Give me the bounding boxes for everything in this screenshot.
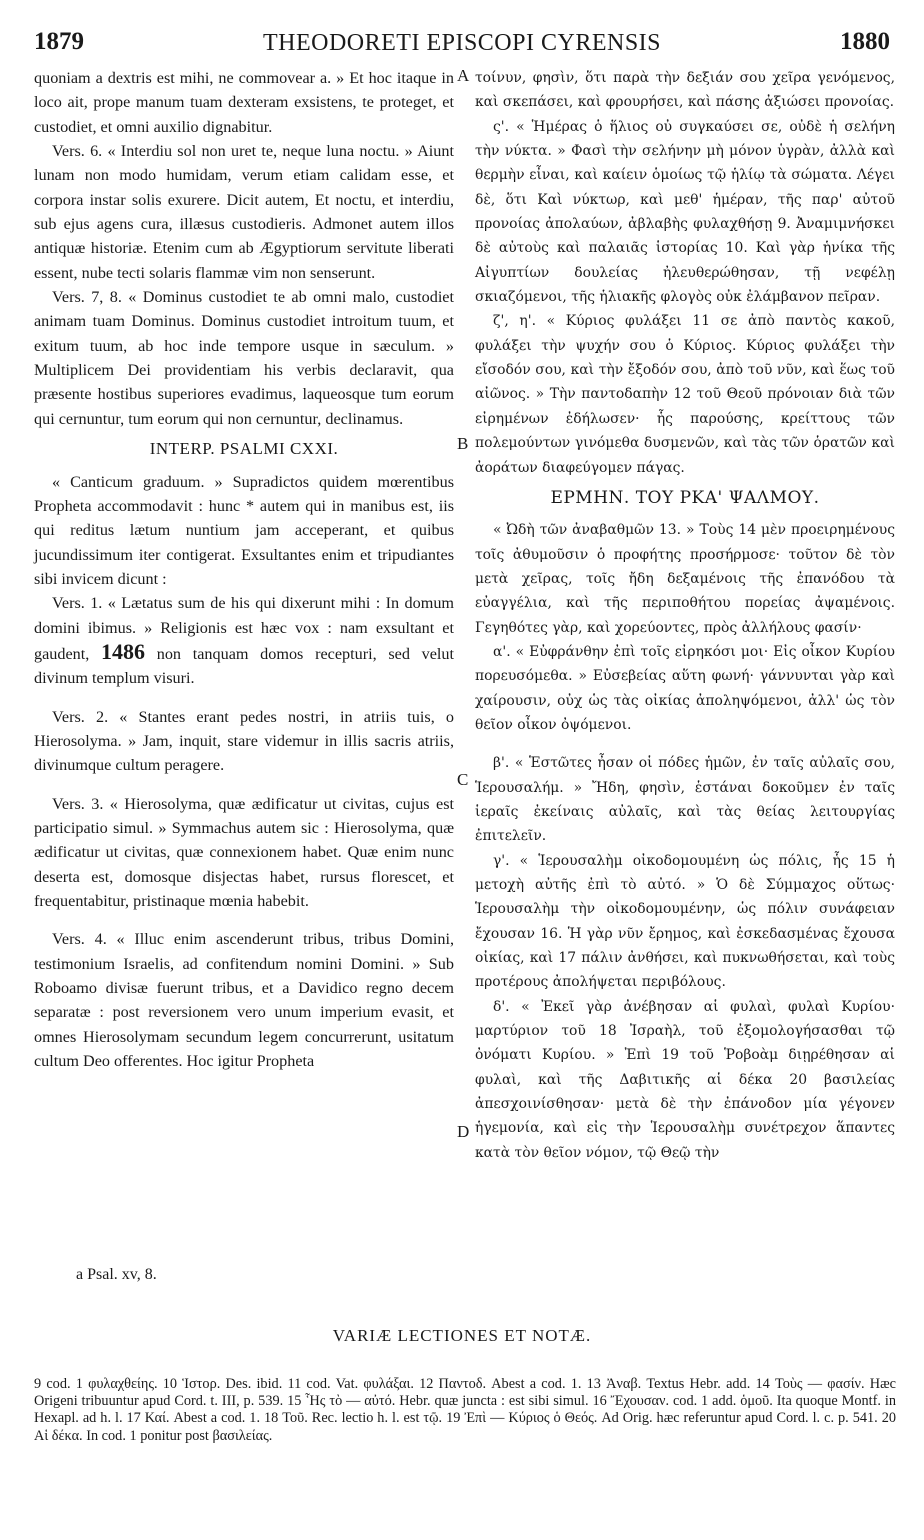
margin-marker-c: C [457,770,469,789]
variae-notes-text: 9 cod. 1 φυλαχθείης. 10 Ἱστορ. Des. ibid. 11 cod. Vat. φυλάξαι. 12 Παντοδ. Abest a cod. 1. 13 Ἀναβ. Textus Hebr. add. 14 Τοὺς — φασίν. Hæc Origeni tribuuntur apud Cord. t. III, p. 539. 15 Ἧς τὸ — αὐτό. Hebr. quæ juncta : est sibi simul. 16 Ἔχουσαν. cod. 1 add. ὁμοῦ. Ita quoque Montf. in Hexapl. ad h. l. 17 Καί. Abest a cod. 1. 18 Τοῦ. Rec. lectio h. l. est τῷ. 19 Ἐπὶ — Κύριος ὁ Θεός. Ad Orig. hæc referuntur apud Cord. l. c. p. 541. 20 Αἱ δέκα. In cod. 1 ponitur post βασιλείας. [34,1376,896,1444]
column-number-right: 1880 [840,28,890,55]
greek-verse-6: ς'. « Ἡμέρας ὁ ἥλιος οὐ συγκαύσει σε, οὐδὲ ἡ σελήνη τὴν νύκτα. » Φασὶ τὴν σελήνην μὴ μόνον ὑγρὰν, ἀλλὰ καὶ θερμὴν εἶναι, καὶ καίειν ὁμοίως τῷ ἡλίῳ τὰ σώματα. Λέγει δὲ, ὅτι Καὶ νύκτωρ, καὶ μεθ' ἡμέραν, τῆς παρ' αὐτοῦ προνοίας ἀπολαύων, ἀβλαβὴς φυλαχθήσῃ 9. Ἀναμιμνήσκει δὲ αὐτοὺς καὶ παλαιᾶς ἱστορίας 10. Καὶ γὰρ ἡνίκα τῆς Αἰγυπτίων δουλείας ἠλευθερώθησαν, τῇ νεφέλῃ σκιαζόμενοι, τῆς ἡλιακῆς φλογὸς οὐκ ἐλάμβανον πεῖραν. [475,118,895,306]
greek-column [475,66,895,1165]
greek-ode: « Ὠδὴ τῶν ἀναβαθμῶν 13. » Τοὺς 14 μὲν προειρημένους τοῖς ἀθυμοῦσιν ὁ προφήτης προσήρμοσε· τοῦτον δὲ τὸν μετὰ χεῖρας, τοῖς ἤδη δεξαμένοις τῆς ἐπανόδου τὰ εὐαγγέλια, καὶ τῆς περιποθήτου πορείας ἀψαμένοις. Γεγηθότες γὰρ, καὶ χορεύοντες, πρὸς ἀλλήλους φασίν· [475,522,895,636]
latin-verse-4: Vers. 4. « Illuc enim ascenderunt tribus, tribus Domini, testimonium Israelis, ad confitendum nomini Domini. » Sub Roboamo divisæ fuerunt tribus, et a Davidico regno decem separatæ : post reversionem vero unum imperium evasit, et omnes Hierosolymam secundum legem concurrerunt, usitatum cultum Deo offerentes. Hoc igitur Propheta [34,930,454,1071]
greek-verse-2: β'. « Ἑστῶτες ἦσαν οἱ πόδες ἡμῶν, ἐν ταῖς αὐλαῖς σου, Ἱερουσαλήμ. » Ἤδη, φησὶν, ἑστάναι δοκοῦμεν ἐν ταῖς ἱεραῖς ἐκείναις αὐλαῖς, καὶ τὰς θείας λειτουργίας ἐπιτελεῖν. [475,755,895,845]
latin-paragraph: quoniam a dextris est mihi, ne commovear a. » Et hoc itaque in loco ait, prope manum tuam dexteram exsistens, te proteget, et custodiet, et omni auxilio dignabitur. [34,69,454,136]
latin-verse-2: Vers. 2. « Stantes erant pedes nostri, in atriis tuis, o Hierosolyma. » Jam, inquit, stare videmur in illis sacris atriis, divinumque cultum peragere. [34,707,454,775]
latin-verse-3: Vers. 3. « Hierosolyma, quæ ædificatur ut civitas, cujus est participatio simul. » Symmachus autem sic : Hierosolyma, quæ ædificatur ut civitas, quæ connexionem habet. Quæ enim nunc deserta est, domosque disjectas habet, rursus florescet, et frequentabitur, pristinaque mœnia habebit. [34,794,454,910]
latin-canticum: « Canticum graduum. » Supradictos quidem mœrentibus Propheta accommodavit : hunc * autem qui in manibus est, iis qui reditus lætum nuntium jam acceperant, et quibus jucundissimum iter contigerat. Exsultantes enim et tripudiantes sibi invicem dicunt : [34,472,454,588]
migne-column-number: 1486 [101,638,146,664]
latin-verse-6: Vers. 6. « Interdiu sol non uret te, neque luna noctu. » Aiunt lunam non modo humidam, verum etiam calidam esse, et corpora instar solis exurere. Dicit autem, Et noctu, et interdiu, sub ejus agens cura, illæsus custodieris. Admonet autem illos antiquæ historiæ. Etenim cum ab Ægyptiorum servitute liberati essent, nube tecti solaris flammæ vim non senserunt. [34,142,454,282]
greek-verse-1: α'. « Εὐφράνθην ἐπὶ τοῖς εἰρηκόσι μοι· Εἰς οἶκον Κυρίου πορευσόμεθα. » Εὐσεβείας αὕτη φωνή· γάννυνται γὰρ καὶ χαίρουσιν, οὐχ ὡς τὰς οἰκίας ἀποληψόμενοι, ἀλλ' ὡς τὸν θεῖον οἶκον ὀψόμενοι. [475,643,895,733]
latin-verse-7-8: Vers. 7, 8. « Dominus custodiet te ab omni malo, custodiet animam tuam Dominus. Dominus custodiet introitum tuum, et exitum tuum, ab hoc inde tempore usque in sæculum. » Multiplicem Dei providentiam his verbis declaravit, qua præsente hostibus superiores evadimus, laqueosque tum eorum qui cernuntur, tum eorum qui non cernuntur, declinamus. [34,288,454,428]
greek-verse-7-8: ζ', η'. « Κύριος φυλάξει 11 σε ἀπὸ παντὸς κακοῦ, φυλάξει τὴν ψυχήν σου ὁ Κύριος. Κύριος φυλάξει τὴν εἴσοδόν σου, καὶ τὴν ἔξοδόν σου, ἀπὸ τοῦ νῦν, καὶ ἕως τοῦ αἰῶνος. » Τὴν παντοδαπὴν 12 τοῦ Θεοῦ πρόνοιαν διὰ τῶν εἰρημένων ἐδήλωσεν· ἧς παρούσης, κρείττους τῶν πολεμούντων γινόμεθα δυσμενῶν, καὶ τὰς τῶν ὁρατῶν καὶ ἀοράτων διαφεύγομεν πάγας. [475,313,895,476]
greek-verse-3: γ'. « Ἱερουσαλὴμ οἰκοδομουμένη ὡς πόλις, ἧς 15 ἡ μετοχὴ αὐτῆς ἐπὶ τὸ αὐτό. » Ὁ δὲ Σύμμαχος οὕτως· Ἱερουσαλὴμ τὴν οἰκοδομουμένην, ὡς πόλιν συνάφειαν ἔχουσαν 16. Ἡ γὰρ νῦν ἔρημος, καὶ ἐσκεδασμένας ἔχουσα οἰκίας, καὶ 17 πάλιν ἀνθήσει, καὶ πυκνωθήσεται, καὶ τοὺς προτέρους ἀπολήψεται περιβόλους. [475,852,895,991]
margin-marker-a: A [457,66,470,85]
latin-column [34,66,454,1073]
latin-verse-1 [34,591,454,690]
greek-verse-4: δ'. « Ἐκεῖ γὰρ ἀνέβησαν αἱ φυλαὶ, φυλαὶ Κυρίου· μαρτύριον τοῦ 18 Ἰσραὴλ, τοῦ ἐξομολογήσασθαι τῷ ὀνόματι Κυρίου. » Ἐπὶ 19 τοῦ Ῥοβοὰμ διῃρέθησαν αἱ φυλαὶ, καὶ τῆς Δαβιτικῆς αἱ δέκα 20 βασιλείας ἀπεσχοινίσθησαν· μετὰ δὲ τὴν ἐπάνοδον μία γέγονεν ἡγεμονία, καὶ εἰς τὴν Ἱερουσαλὴμ συνέτρεχον ἅπαντες κατὰ τὸν θεῖον νόμον, τῷ Θεῷ τὴν [475,998,895,1161]
margin-marker-d: D [457,1122,470,1141]
latin-verse-1-text: Vers. 1. « Lætatus sum de his qui dixerunt mihi : In domum domini ibimus. » Religionis est hæc vox : nam exsultant et gaudent, [34,594,454,663]
column-number-left: 1879 [34,28,84,55]
latin-verse-1-rest: non tanquam domos recepturi, sed velut divinum templum visuri. [34,644,455,688]
footnote-a: a Psal. xv, 8. [76,1266,157,1283]
page-header [34,28,890,60]
running-title: THEODORETI EPISCOPI CYRENSIS [262,30,662,56]
greek-paragraph: τοίνυν, φησὶν, ὅτι παρὰ τὴν δεξιάν σου χεῖρα γενόμενος, καὶ σκεπάσει, καὶ φρουρήσει, καὶ πάσης ἀξιώσει προνοίας. [475,70,895,111]
greek-section-heading: ΕΡΜΗΝ. ΤΟΥ ΡΚΑ' ΨΑΛΜΟΥ. [550,487,820,508]
latin-section-heading: INTERP. PSALMI CXXI. [149,439,339,459]
margin-marker-b: B [457,434,469,453]
variae-lectiones-title: VARIÆ LECTIONES ET NOTÆ. [332,1326,592,1345]
variae-lectiones-notes [34,1376,896,1445]
